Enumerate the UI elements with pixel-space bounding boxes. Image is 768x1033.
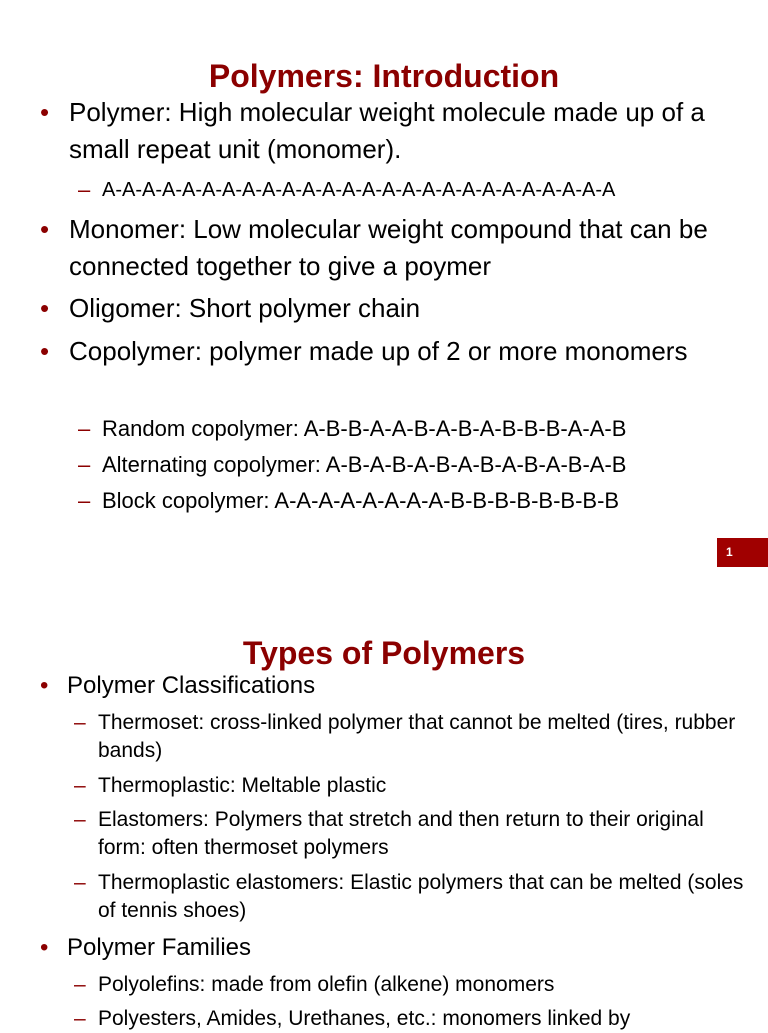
sub-bullet-text: Block copolymer: A-A-A-A-A-A-A-A-B-B-B-B-B-B-B-B (102, 488, 620, 513)
bullet-marker: • (40, 293, 50, 323)
sub-bullet-text: A-A-A-A-A-A-A-A-A-A-A-A-A-A-A-A-A-A-A-A-A-A-A-A-A-A (102, 179, 616, 201)
dash-marker: – (74, 711, 86, 734)
bullet-text: Polymer Classifications (67, 672, 316, 699)
dash-marker: – (74, 1007, 86, 1030)
slide-title: Polymers: Introduction (208, 58, 560, 95)
page-number-badge: 1 (717, 538, 768, 567)
sub-bullet-text: Thermoset: cross-linked polymer that cannot be melted (tires, rubber bands) (98, 711, 736, 762)
sub-bullet-text: Alternating copolymer: A-B-A-B-A-B-A-B-A-B-A-B-A-B (102, 452, 627, 477)
sub-bullet-text: Elastomers: Polymers that stretch and then return to their original form: often thermoset polymers (98, 808, 704, 859)
bullet-text: Polymer Families (67, 934, 252, 961)
dash-marker: – (74, 973, 86, 996)
bullet-text: Polymer: High molecular weight molecule made up of a small repeat unit (monomer). (69, 97, 705, 164)
bullet-text: Monomer: Low molecular weight compound that can be connected together to give a poymer (69, 214, 708, 281)
dash-marker: – (78, 452, 91, 477)
bullet-text: Oligomer: Short polymer chain (69, 293, 421, 323)
bullet-marker: • (40, 672, 49, 699)
slide-title: Types of Polymers (242, 635, 526, 672)
dash-marker: – (78, 488, 91, 513)
dash-marker: – (78, 177, 91, 202)
dash-marker: – (74, 871, 86, 894)
slide-types-of-polymers (0, 580, 768, 1030)
dash-marker: – (78, 416, 91, 441)
sub-bullet-text: Random copolymer: A-B-B-A-A-B-A-B-A-B-B-B-A-A-B (102, 416, 627, 441)
bullet-text: Copolymer: polymer made up of 2 or more monomers (69, 336, 688, 366)
sub-bullet-text: Thermoplastic: Meltable plastic (98, 774, 387, 797)
bullet-marker: • (40, 214, 50, 244)
bullet-marker: • (40, 336, 50, 366)
dash-marker: – (74, 774, 86, 797)
sub-bullet-text: Polyolefins: made from olefin (alkene) monomers (98, 973, 555, 996)
bullet-marker: • (40, 934, 49, 961)
bullet-marker: • (40, 97, 50, 127)
sub-bullet-text: Polyesters, Amides, Urethanes, etc.: monomers linked by (98, 1007, 631, 1030)
dash-marker: – (74, 808, 86, 831)
sub-bullet-text: Thermoplastic elastomers: Elastic polymers that can be melted (soles of tennis shoes) (98, 871, 744, 922)
